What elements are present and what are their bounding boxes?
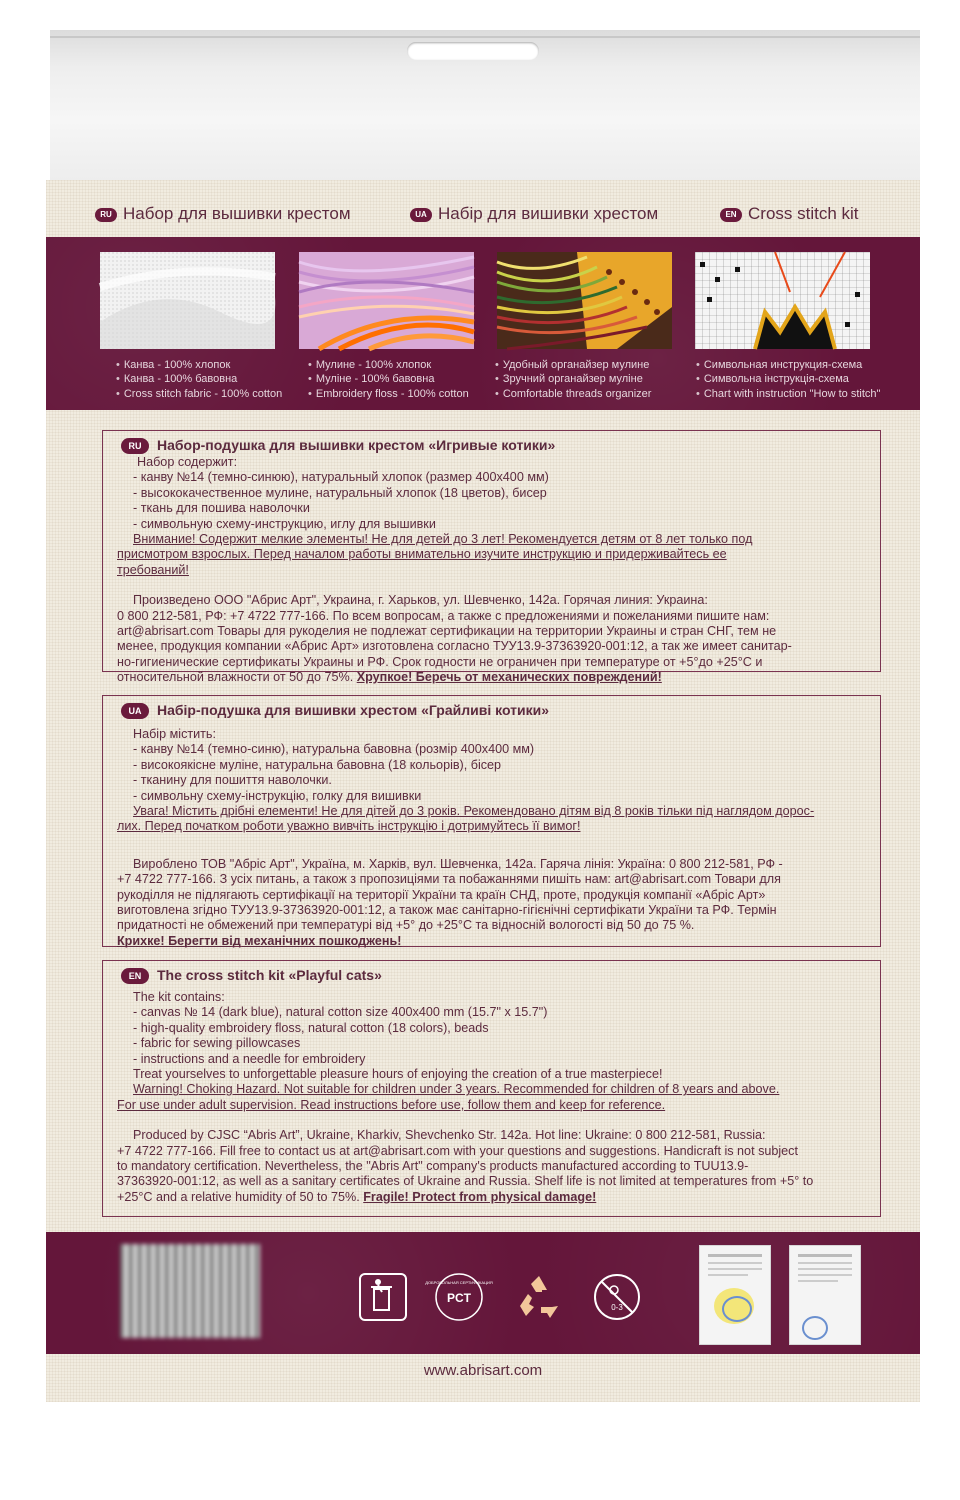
ua-kit-item: - високоякісне муліне, натуральна бавовна (18 кольорів), бісер — [133, 757, 502, 772]
lang-badge-ua: UA — [410, 208, 432, 222]
feature-captions-organizer: • Удобный органайзер мулине • Зручний органайзер муліне • Comfortable threads organizer — [495, 358, 685, 401]
ua-warning: Увага! Містить дрібні елементи! Не для дітей до 3 років. Рекомендовано дітям від 8 років тільки під наглядом дорос- — [133, 804, 815, 819]
package-back — [46, 180, 920, 1402]
en-fragile: Fragile! Protect from physical damage! — [363, 1189, 597, 1204]
ru-kit-item: - высококачественное мулине, натуральный хлопок (18 цветов), бисер — [133, 485, 547, 500]
bottom-band — [46, 1232, 920, 1354]
hanger-hole — [407, 42, 539, 60]
recycle-icon — [514, 1272, 564, 1322]
ua-fragile: Крихке! Берегти від механічних пошкоджень! — [117, 933, 402, 948]
lang-badge-en: EN — [720, 208, 742, 222]
title-en: EN Cross stitch kit — [720, 204, 859, 224]
ru-box-body: Набор содержит: - канву №14 (темно-синюю), натуральный хлопок (размер 400х400 мм) - высококачественное мулине, натуральный хлопок (18 цветов), бисер - ткань для пошива наволочки - символьную схему-инструкцию, иглу для вышивки Внимание! Содержит мелкие элементы! Не для детей до 3 лет! Рекомендуется детям от 8 лет только под присмотром взрослых. Перед началом работы внимательно изучите инструкцию и придерживайтесь ее требований! Произведено ООО "Абрис Арт", Украина, г. Харьков, ул. Шевченко, 142а. Горячая линия: Украина: 0 800 212-581, РФ: +7 4722 777-166. По всем вопросам, а также с предложениями и пожеланиями пишите нам: art@abrisart.com Товары для рукоделия не подлежат сертификации на территории Украины и стран СНГ, тем не менее, продукция компании «Абрис Арт» изготовлена согласно ТУУ13.9-37363920-001:12, а так же имеет санитар- но-гигиенические сертификаты Украины и РФ. Срок годности не ограничен при температуре от +5°до +25°С и относительной влажности от 50 до 75%. Хрупкое! Беречь от механических повреждений! — [117, 455, 874, 686]
feature-captions-canvas: • Канва - 100% хлопок • Канва - 100% бавовна • Cross stitch fabric - 100% cotton — [116, 358, 306, 401]
title-ua: UA Набір для вишивки хрестом — [410, 204, 658, 224]
certification-badge-icon — [425, 1272, 493, 1322]
en-treat: Treat yourselves to unforgettable pleasure hours of enjoying the creation of a true masterpiece! — [133, 1067, 663, 1082]
feature-captions-chart: • Символьная инструкция-схема • Символьна інструкція-схема • Chart with instruction "How to stitch" — [696, 358, 886, 401]
en-box-title: EN The cross stitch kit «Playful cats» — [121, 967, 382, 984]
en-box-body: The kit contains: - canvas № 14 (dark blue), natural cotton size 400x400 mm (15.7" x 15.7") - high-quality embroidery floss, natural cotton (18 colors), beads - fabric for sewing pillowcases - instructions and a needle for embroidery Treat yourselves to unforgettable pleasure hours of enjoying the creation of a true masterpiece! Warning! Choking Hazard. Not suitable for children under 3 years. Recommended for children of 8 years and above. For use under adult supervision. Read instructions before use, follow them and keep for reference. Produced by CJSC “Abris Art”, Ukraine, Kharkiv, Shevchenko Str. 142a. Hot line: Ukraine: 0 800 212-581, Russia: +7 4722 777-166. Fill free to contact us at art@abrisart.com with your questions and suggestions. Handicraft is not subject to mandatory certification. Nevertheless, the "Abris Art" company's products manufactured according to TUU13.9- 37363920-001:12, as well as a sanitary certificates of Ukraine and Russia. Shelf life is not limited at temperatures from +5° to +25°C and a relative humidity of 50 to 75%. Fragile! Protect from physical damage! — [117, 990, 874, 1205]
ru-kit-item: - символьную схему-инструкцию, иглу для вышивки — [133, 516, 436, 531]
hanger-seam — [50, 36, 920, 38]
ua-box-body: Набір містить: - канву №14 (темно-синю), натуральна бавовна (розмір 400х400 мм) - високоякісне муліне, натуральна бавовна (18 кольорів), бісер - тканину для пошиття наволочки. - символьну схему-інструкцію, голку для вишивки Увага! Містить дрібні елементи! Не для дітей до 3 років. Рекомендовано дітям від 8 років тільки під наглядом дорос- лих. Перед початком роботи уважно вивчіть інструкцію і дотримуйтесь її вимог! Вироблено ТОВ "Абріс Арт", Україна, м. Харків, вул. Шевченка, 142а. Гаряча лінія: Україна: 0 800 212-581, РФ - +7 4722 777-166. З усіх питань, а також з пропозиціями та побажаннями пишіть нам: art@abrisart.com Товари для рукоділля не підлягають сертифікації на території України та країн СНД, проте, продукція компанії «Абріс Арт» виготовлена згідно ТУУ13.9-37363920-001:12, а також має санітарно-гігієнічні сертифікати України та РФ. Термін придатності не обмежений при температурі від +5° до +25°С та відносній вологості від 50 до 75 %. Крихке! Берегти від механічних пошкоджень! — [117, 727, 874, 949]
svg-text:ДОБРОВОЛЬНАЯ СЕРТИФИКАЦИЯ: ДОБРОВОЛЬНАЯ СЕРТИФИКАЦИЯ — [425, 1280, 493, 1285]
ru-fragile: Хрупкое! Беречь от механических повреждений! — [356, 670, 662, 685]
svg-text:0-3: 0-3 — [611, 1303, 623, 1312]
certificate-image-ua — [699, 1245, 771, 1345]
ua-box-title: UA Набір-подушка для вишивки хрестом «Грайливі котики» — [121, 702, 549, 719]
age-restriction-icon — [592, 1272, 642, 1322]
plastic-hanger-strip — [50, 30, 920, 181]
en-producer: Produced by CJSC “Abris Art”, Ukraine, Kharkiv, Shevchenko Str. 142a. Hot line: Ukraine: 0 800 212-581, Russia: — [133, 1128, 766, 1143]
ua-kit-item: - канву №14 (темно-синю), натуральна бавовна (розмір 400х400 мм) — [133, 742, 535, 757]
header-titles — [46, 198, 920, 234]
ru-box-title: RU Набор-подушка для вышивки крестом «Игривые котики» — [121, 437, 555, 454]
ru-kit-item: - канву №14 (темно-синюю), натуральный хлопок (размер 400х400 мм) — [133, 470, 549, 485]
feature-captions-floss: • Мулине - 100% хлопок • Муліне - 100% бавовна • Embroidery floss - 100% cotton — [308, 358, 498, 401]
en-warning: Warning! Choking Hazard. Not suitable for children under 3 years. Recommended for children of 8 years and above. — [133, 1082, 780, 1097]
barcode-blurred — [120, 1244, 260, 1338]
en-kit-item: - high-quality embroidery floss, natural cotton (18 colors), beads — [133, 1020, 489, 1035]
trash-bin-icon — [358, 1272, 408, 1322]
ua-kit-item: - тканину для пошиття наволочки. — [133, 773, 332, 788]
lang-badge-ru: RU — [95, 208, 117, 222]
en-description-box — [102, 960, 881, 1217]
certificate-image-ru — [789, 1245, 861, 1345]
chart-photo — [695, 252, 870, 349]
ua-producer: Вироблено ТОВ "Абріс Арт", Україна, м. Харків, вул. Шевченка, 142а. Гаряча лінія: Україна: 0 800 212-581, РФ - — [133, 856, 783, 871]
en-kit-item: - instructions and a needle for embroidery — [133, 1051, 366, 1066]
ru-warning: Внимание! Содержит мелкие элементы! Не для детей до 3 лет! Рекомендуется детям от 8 лет только под — [133, 532, 753, 547]
floss-photo — [299, 252, 474, 349]
ua-description-box — [102, 695, 881, 947]
canvas-fabric-photo — [100, 252, 275, 349]
en-kit-item: - canvas № 14 (dark blue), natural cotton size 400x400 mm (15.7" x 15.7") — [133, 1005, 548, 1020]
ru-kit-item: - ткань для пошива наволочки — [133, 501, 310, 516]
website-url: www.abrisart.com — [423, 1362, 543, 1379]
organizer-photo — [497, 252, 672, 349]
en-kit-item: - fabric for sewing pillowcases — [133, 1036, 301, 1051]
svg-text:PCT: PCT — [447, 1291, 471, 1305]
ua-kit-item: - символьну схему-інструкцію, голку для вишивки — [133, 788, 422, 803]
ru-producer: Произведено ООО "Абрис Арт", Украина, г. Харьков, ул. Шевченко, 142а. Горячая линия: Украина: — [133, 593, 708, 608]
title-ru: RU Набор для вышивки крестом — [95, 204, 351, 224]
ru-description-box — [102, 430, 881, 685]
feature-band — [46, 237, 920, 410]
